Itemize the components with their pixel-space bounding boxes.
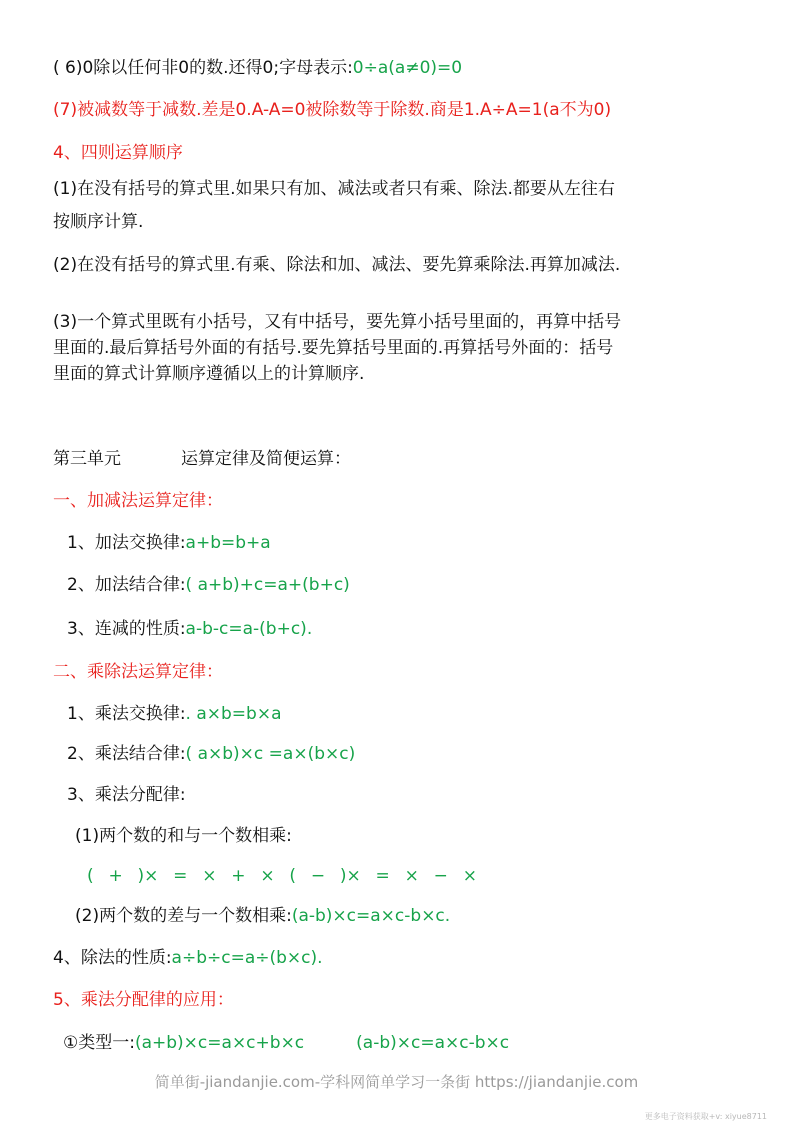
dist-diff <box>75 905 450 927</box>
div-property <box>53 947 323 969</box>
footer-text: 简单街-jiandanjie.com-学科网简单学习一条街 https://jiandanjie.com <box>154 1073 639 1091</box>
order-p1-line2: 按顺序计算. <box>53 212 144 232</box>
mul-heading: 二、乘除法运算定律： <box>53 662 223 682</box>
order-p3-line3: 里面的算式计算顺序遵循以上的计算顺序. <box>53 364 365 384</box>
mul-law-2 <box>67 743 355 765</box>
mul-law-1-formula: . a×b=b×a <box>185 704 282 724</box>
div-formula: a÷b÷c=a÷(b×c). <box>171 948 323 968</box>
add-law-1 <box>67 532 271 554</box>
add-heading: 一、加减法运算定律： <box>53 491 223 511</box>
mul-law-2-label: 2、乘法结合律: <box>67 744 186 764</box>
rule-6 <box>53 57 462 79</box>
dist-label: 3、乘法分配律: <box>67 785 186 805</box>
add-law-1-label: 1、加法交换律: <box>67 533 186 553</box>
type-1-formula-b: (a-b)×c=a×c-b×c <box>356 1033 510 1053</box>
rule-7: (7)被减数等于减数.差是0.A-A=0被除数等于除数.商是1.A÷A=1(a不为0) <box>53 100 612 120</box>
unit-label: 第三单元 <box>53 449 121 469</box>
unit-title: 运算定律及简便运算： <box>181 449 351 469</box>
type-1-formula-a: (a+b)×c=a×c+b×c <box>134 1033 305 1053</box>
rule-6-formula: 0÷a(a≠0)=0 <box>352 58 463 78</box>
div-label: 4、除法的性质: <box>53 948 172 968</box>
add-law-2-label: 2、加法结合律: <box>67 575 186 595</box>
add-law-3 <box>67 618 312 640</box>
add-law-2 <box>67 574 350 596</box>
mul-law-2-formula: ( a×b)×c =a×(b×c) <box>185 744 356 764</box>
add-law-2-formula: ( a+b)+c=a+(b+c) <box>185 575 350 595</box>
app-heading: 5、乘法分配律的应用： <box>53 990 234 1010</box>
order-p3-line1: (3)一个算式里既有小括号，又有中括号，要先算小括号里面的，再算中括号 <box>53 312 622 332</box>
dist-sum-formula: ( + )× = × + × ( − )× = × − × <box>87 866 477 886</box>
type-1 <box>63 1032 509 1054</box>
type-1-label: ①类型一: <box>63 1033 135 1053</box>
watermark-text: 更多电子资料获取+v: xiyue8711 <box>644 1112 767 1121</box>
order-p1-line1: (1)在没有括号的算式里.如果只有加、减法或者只有乘、除法.都要从左往右 <box>53 179 615 199</box>
unit-heading <box>53 448 351 470</box>
order-p2: (2)在没有括号的算式里.有乘、除法和加、减法、要先算乘除法.再算加减法. <box>53 255 621 275</box>
dist-diff-label: (2)两个数的差与一个数相乘: <box>75 906 292 926</box>
add-law-3-label: 3、连减的性质: <box>67 619 186 639</box>
rule-6-label: ( 6)0除以任何非0的数.还得0;字母表示: <box>53 58 353 78</box>
add-law-1-formula: a+b=b+a <box>185 533 271 553</box>
add-law-3-formula: a-b-c=a-(b+c). <box>185 619 313 639</box>
mul-law-1-label: 1、乘法交换律: <box>67 704 186 724</box>
dist-diff-formula: (a-b)×c=a×c-b×c. <box>291 906 451 926</box>
order-p3-line2: 里面的.最后算括号外面的有括号.要先算括号里面的.再算括号外面的：括号 <box>53 338 614 358</box>
dist-sum-label: (1)两个数的和与一个数相乘: <box>75 826 292 846</box>
mul-law-1 <box>67 703 282 725</box>
order-heading: 4、四则运算顺序 <box>53 143 183 163</box>
